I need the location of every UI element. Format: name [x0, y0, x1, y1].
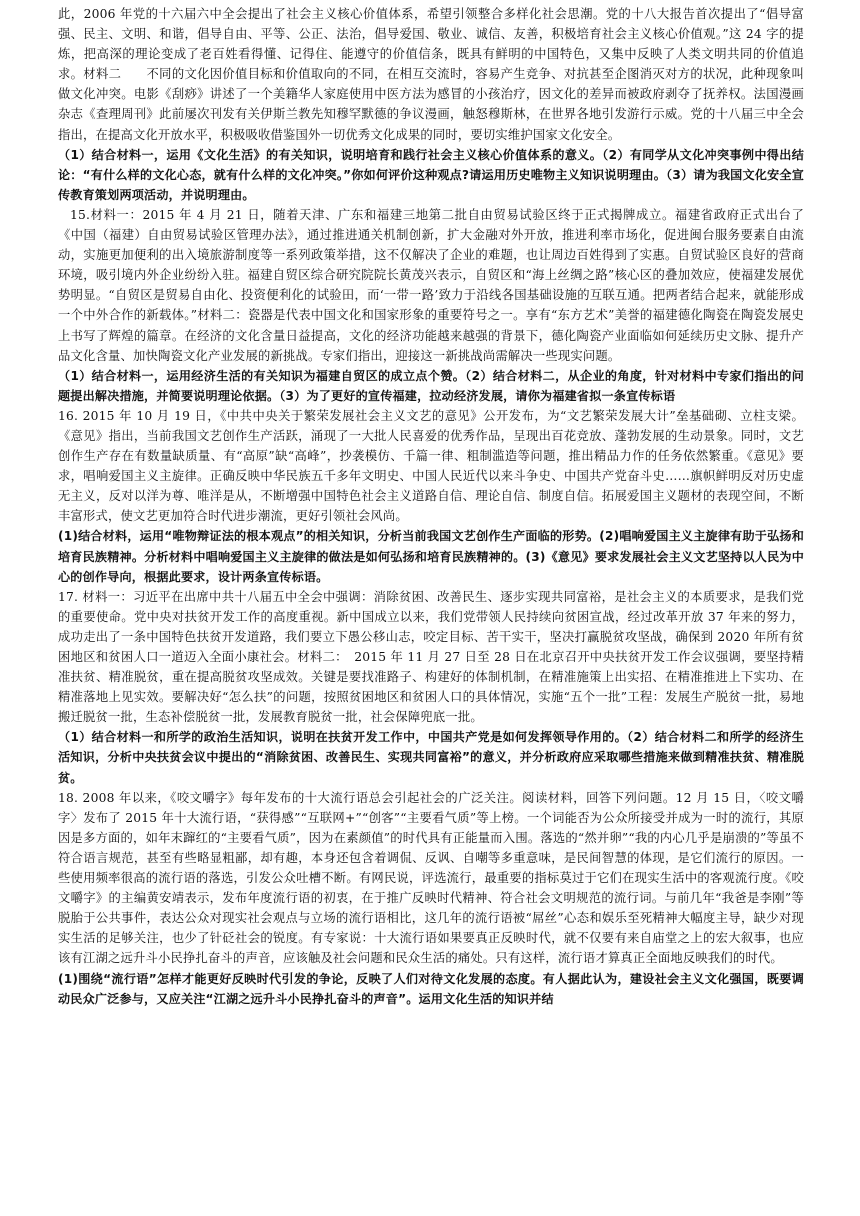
question-paragraph: （1）结合材料一和所学的政治生活知识，说明在扶贫开发工作中，中国共产党是如何发挥领导作用的。（2）结合材料二和所学的经济生活知识，分析中央扶贫会议中提出的“消除贫困、改善民生、实现共同富裕”的意义，并分析政府应采取哪些措施来做到精准扶贫、精准脱贫。	[58, 730, 804, 785]
question-paragraph: (1)围绕“流行语”怎样才能更好反映时代引发的争论，反映了人们对待文化发展的态度。有人据此认为，建设社会主义文化强国，既要调动民众广泛参与，又应关注“江湖之远升斗小民挣扎奋斗的声音”。运用文化生活的知识并结	[58, 971, 804, 1006]
material-paragraph: 17. 材料一：习近平在出席中共十八届五中全会中强调：消除贫困、改善民生、逐步实现共同富裕，是社会主义的本质要求，是我们党的重要使命。党中央对扶贫开发工作的高度重视。新中国成立以来，我们党带领人民持续向贫困宣战，经过改革开放 37 年来的努力，成功走出了一条中国特色扶贫开发道路，我们要立下愚公移山志，咬定目标、苦干实干，坚决打赢脱贫攻坚战，确保到 2020 年所有贫困地区和贫困人口一道迈入全面小康社会。材料二： 2015 年 11 月 27 日至 28 日在北京召开中央扶贫开发工作会议强调，要坚持精准扶贫、精准脱贫，重在提高脱贫攻坚成效。关键是要找准路子、构建好的体制机制，在精准施策上出实招、在精准推进上下实功、在精准落地上见实效。要解决好“怎么扶”的问题，按照贫困地区和贫困人口的具体情况，实施“五个一批”工程：发展生产脱贫一批，易地搬迁脱贫一批，生态补偿脱贫一批，发展教育脱贫一批，社会保障兜底一批。	[58, 589, 804, 725]
material-paragraph: 18. 2008 年以来，《咬文嚼字》每年发布的十大流行语总会引起社会的广泛关注。阅读材料，回答下列问题。12 月 15 日，〈咬文嚼字〉发布了 2015 年十大流行语，“获得感”“互联网+”“创客”“主要看气质”等上榜。一个词能否为公众所接受并成为一时的流行，其原因是多方面的，如年末蹿红的“主要看气质”，因为在素颜值”的时代具有正能量而入围。落选的“然并卵”“我的内心几乎是崩溃的”等虽不符合语言规范，甚至有些略显粗鄙，却有趣，本身还包含着调侃、反讽、自嘲等多重意味，是民间智慧的体现，是它们流行的原因。一些使用频率很高的流行语的落选，引发公众吐槽不断。有网民说，评选流行，最重要的指标莫过于它们在现实生活中的客观流行度。《咬文嚼字》的主编黄安靖表示，发布年度流行语的初衷，在于推广反映时代精神、符合社会文明规范的流行词。与前几年“我爸是李刚”等脱胎于公共事件，表达公众对现实社会观点与立场的流行语相比，这几年的流行语被“屌丝”心态和娱乐至死精神大幅度主导，缺少对现实生活的足够关注，也少了针砭社会的锐度。有专家说：十大流行语如果要真正反映时代，就不仅要有来自庙堂之上的宏大叙事，也应该有江湖之远升斗小民挣扎奋斗的声音，应该触及社会问题和民众生活的痛处。只有这样，流行语才算真正全面地反映我们的时代。	[58, 790, 804, 966]
question-paragraph: （1）结合材料一，运用《文化生活》的有关知识，说明培育和践行社会主义核心价值体系的意义。（2）有同学从文化冲突事例中得出结论：“有什么样的文化心态，就有什么样的文化冲突。”你如何评价这种观点?请运用历史唯物主义知识说明理由。（3）请为我国文化安全宣传教育策划两项活动，并说明理由。	[58, 147, 804, 202]
material-paragraph: 16. 2015 年 10 月 19 日，《中共中央关于繁荣发展社会主义文艺的意见》公开发布，为“文艺繁荣发展大计”垒基础砌、立柱支梁。《意见》指出，当前我国文艺创作生产活跃，涌现了一大批人民喜爱的优秀作品，呈现出百花竞放、蓬勃发展的生动景象。同时，文艺创作生产存在有数量缺质量、有“高原”缺“高峰”，抄袭模仿、千篇一律、粗制滥造等问题，推出精品力作的任务依然繁重。《意见》要求，唱响爱国主义主旋律。正确反映中华民族五千多年文明史、中国人民近代以来斗争史、中国共产党奋斗史……旗帜鲜明反对历史虚无主义，反对以洋为尊、唯洋是从，不断增强中国特色社会主义道路自信、理论自信、制度自信。拓展爱国主义题材的表现空间，不断丰富形式，使文艺更加符合时代进步潮流，更好引领社会风尚。	[58, 408, 804, 524]
material-paragraph: 此，2006 年党的十六届六中全会提出了社会主义核心价值体系，希望引领整合多样化社会思潮。党的十八大报告首次提出了“倡导富强、民主、文明、和谐，倡导自由、平等、公正、法治，倡导爱国、敬业、诚信、友善，积极培育社会主义核心价值观。”这 24 字的提炼，把高深的理论变成了老百姓看得懂、记得住、能遵守的价值信条，既具有鲜明的中国特色，又集中反映了人类文明共同的价值追求。材料二 不同的文化因价值目标和价值取向的不同，在相互交流时，容易产生竞争、对抗甚至企图消灭对方的状况，此种现象叫做文化冲突。电影《刮痧》讲述了一个美籍华人家庭使用中医方法为感冒的小孩治疗，因文化的差异而被政府剥夺了抚养权。法国漫画杂志《查理周刊》此前屡次刊发有关伊斯兰教先知穆罕默德的争议漫画，触怒穆斯林，在世界各地引发游行示威。党的十八届三中全会指出，在提高文化开放水平，积极吸收借鉴国外一切优秀文化成果的同时，要切实维护国家文化安全。	[58, 7, 804, 142]
question-paragraph: (1)结合材料，运用“唯物辩证法的根本观点”的相关知识，分析当前我国文艺创作生产面临的形势。(2)唱响爱国主义主旋律有助于弘扬和培育民族精神。分析材料中唱响爱国主义主旋律的做法是如何弘扬和培育民族精神的。(3)《意见》要求发展社会主义文艺坚持以人民为中心的创作导向，根据此要求，设计两条宣传标语。	[58, 529, 804, 584]
material-paragraph: 15.材料一：2015 年 4 月 21 日，随着天津、广东和福建三地第二批自由贸易试验区终于正式揭牌成立。福建省政府正式出台了《中国（福建）自由贸易试验区管理办法》，通过推进通关机制创新，扩大金融对外开放，推进利率市场化，促进闽台服务要素自由流动，实施更加便利的出入境旅游制度等一系列政策举措，这不仅解决了企业的难题，也让周边百姓得到了实惠。自贸试验区良好的营商环境，吸引境内外企业纷纷入驻。福建自贸区综合研究院院长黄茂兴表示，自贸区和“海上丝绸之路”核心区的叠加效应，使福建发展优势明显。“自贸区是贸易自由化、投资便利化的试验田，而‘一带一路’致力于沿线各国基础设施的互联互通。把两者结合起来，就能形成一个中外合作的新载体。”材料二：瓷器是代表中国文化和国家形象的重要符号之一。享有“东方艺术”美誉的福建德化陶瓷在陶瓷发展史上书写了辉煌的篇章。在经济的文化含量日益提高，文化的经济功能越来越强的背景下，德化陶瓷产业面临如何延续历史文脉、提升产品文化含量、加快陶瓷文化产业发展的新挑战。专家们指出，迎接这一新挑战尚需解决一些现实问题。	[58, 207, 804, 363]
question-paragraph: （1）结合材料一，运用经济生活的有关知识为福建自贸区的成立点个赞。（2）结合材料二，从企业的角度，针对材料中专家们指出的问题提出解决措施，并简要说明理论依据。（3）为了更好的宣传福建，拉动经济发展，请你为福建省拟一条宣传标语	[58, 368, 804, 403]
